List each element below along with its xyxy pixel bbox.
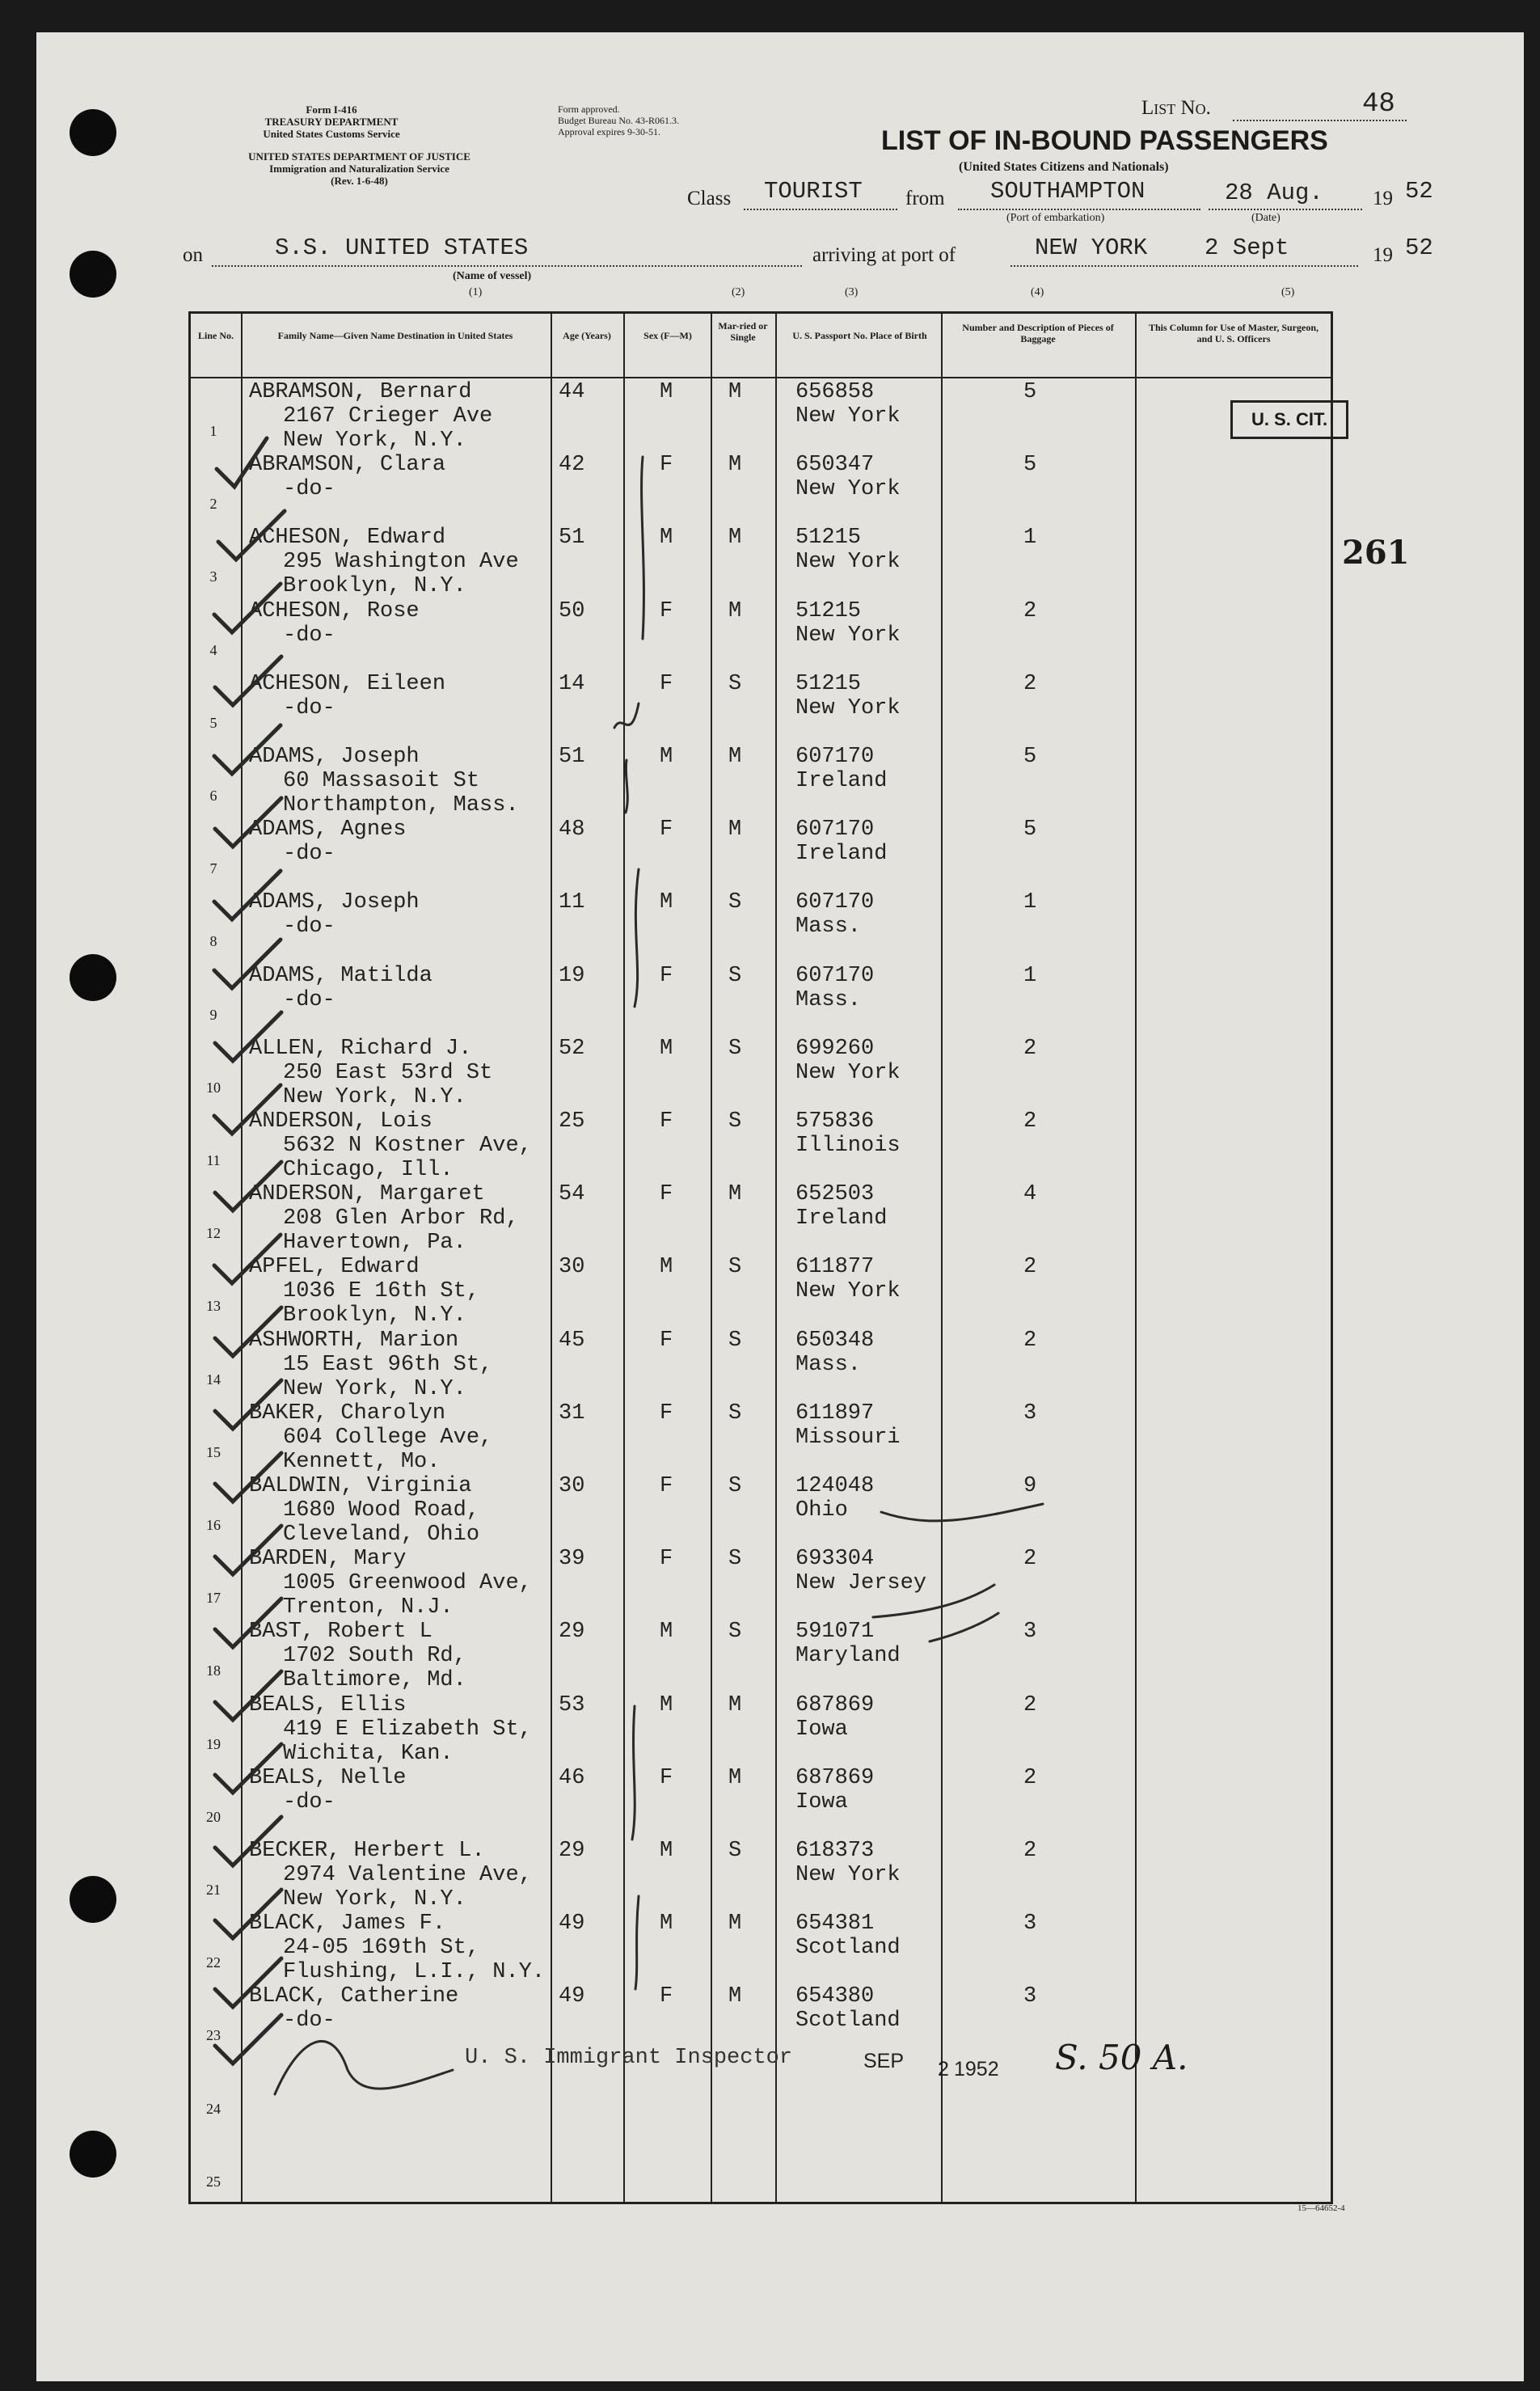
- arrival-year-prefix: 19: [1373, 244, 1393, 266]
- place-of-birth: New York: [795, 1863, 901, 1887]
- baggage-count: 2: [1023, 671, 1037, 696]
- destination-line-2: Cleveland, Ohio: [283, 1523, 480, 1547]
- passport-number: 607170: [795, 963, 875, 988]
- list-no-value: 48: [1362, 89, 1395, 120]
- marital-status: M: [728, 1182, 742, 1207]
- passenger-sex: F: [660, 1328, 673, 1353]
- passenger-age: 50: [559, 598, 585, 623]
- destination-line-1: 60 Massasoit St: [283, 769, 480, 793]
- passenger-name: ABRAMSON, Clara: [249, 453, 446, 478]
- passenger-age: 54: [559, 1182, 585, 1207]
- passenger-age: 48: [559, 817, 585, 843]
- destination-line-2: New York, N.Y.: [283, 1887, 466, 1912]
- destination-line-2: New York, N.Y.: [283, 429, 466, 453]
- arriving-label: arriving at port of: [812, 244, 956, 266]
- form-number: Form I-416: [306, 103, 357, 116]
- revision: (Rev. 1-6-48): [331, 175, 388, 187]
- marital-status: M: [728, 817, 742, 843]
- destination-line-2: Brooklyn, N.Y.: [283, 574, 466, 599]
- passenger-age: 30: [559, 1255, 585, 1280]
- passenger-sex: F: [660, 963, 673, 988]
- passenger-name: BEALS, Ellis: [249, 1692, 407, 1717]
- place-of-birth: Ireland: [795, 1206, 888, 1231]
- passenger-sex: F: [660, 1474, 673, 1498]
- baggage-count: 2: [1023, 598, 1037, 623]
- place-of-birth: New York: [795, 623, 901, 648]
- col-header-passport: U. S. Passport No. Place of Birth: [792, 330, 927, 341]
- from-label: from: [905, 188, 945, 209]
- passenger-age: 29: [559, 1839, 585, 1863]
- passenger-age: 29: [559, 1620, 585, 1645]
- checkmarks: [214, 438, 285, 2064]
- destination-line-1: 208 Glen Arbor Rd,: [283, 1206, 519, 1231]
- passenger-name: ASHWORTH, Marion: [249, 1328, 459, 1353]
- passport-number: 650348: [795, 1328, 875, 1353]
- destination-line-2: New York, N.Y.: [283, 1376, 466, 1401]
- col-number-4: (4): [1031, 286, 1044, 298]
- inspector-note: S. 50 A.: [1055, 2038, 1188, 2077]
- treasury-department: TREASURY DEPARTMENT: [264, 116, 399, 128]
- line-number: 5: [209, 714, 217, 731]
- destination-line-2: New York, N.Y.: [283, 1084, 466, 1109]
- marital-status: S: [728, 1620, 742, 1645]
- dept-justice: UNITED STATES DEPARTMENT OF JUSTICE: [248, 150, 470, 163]
- place-of-birth: Maryland: [795, 1644, 901, 1669]
- line-number: 19: [206, 1735, 221, 1752]
- passenger-sex: F: [660, 1765, 673, 1790]
- year-suffix: 52: [1405, 178, 1433, 205]
- line-number: 2: [209, 496, 217, 513]
- col-number-5: (5): [1281, 286, 1295, 298]
- passenger-name: ADAMS, Joseph: [249, 745, 420, 769]
- marital-status: M: [728, 1765, 742, 1790]
- col-header-officer: This Column for Use of Master, Surgeon, and U. S. Officers: [1148, 322, 1318, 344]
- port-value: NEW YORK: [1035, 234, 1148, 261]
- destination-line-1: -do-: [283, 987, 335, 1012]
- passenger-sex: F: [660, 817, 673, 843]
- destination-line-1: 250 East 53rd St: [283, 1060, 493, 1085]
- place-of-birth: Ireland: [795, 842, 888, 867]
- passenger-age: 51: [559, 745, 585, 769]
- marital-status: S: [728, 1839, 742, 1863]
- passenger-name: ABRAMSON, Bernard: [249, 380, 472, 404]
- baggage-count: 2: [1023, 1547, 1037, 1572]
- passenger-name: ANDERSON, Lois: [249, 1109, 432, 1134]
- passport-number: 687869: [795, 1692, 875, 1717]
- destination-line-2: Kennett, Mo.: [283, 1449, 441, 1474]
- passport-number: 652503: [795, 1182, 875, 1207]
- passport-number: 591071: [795, 1620, 875, 1645]
- line-number: 9: [209, 1006, 217, 1023]
- passenger-name: BLACK, Catherine: [249, 1984, 459, 2009]
- passenger-name: BARDEN, Mary: [249, 1547, 407, 1572]
- marital-status: M: [728, 598, 742, 623]
- passenger-name: BALDWIN, Virginia: [249, 1474, 472, 1498]
- destination-line-1: 5632 N Kostner Ave,: [283, 1134, 532, 1158]
- passenger-sex: M: [660, 890, 673, 915]
- passport-number: 618373: [795, 1839, 875, 1863]
- passenger-sex: F: [660, 1547, 673, 1572]
- date-caption: (Date): [1251, 212, 1281, 224]
- marital-status: S: [728, 963, 742, 988]
- year-prefix: 19: [1373, 188, 1393, 209]
- destination-line-1: 1680 Wood Road,: [283, 1498, 480, 1523]
- form-title: LIST OF IN-BOUND PASSENGERS: [881, 125, 1328, 156]
- col-number-1: (1): [469, 286, 483, 298]
- baggage-count: 2: [1023, 1765, 1037, 1790]
- passenger-age: 25: [559, 1109, 585, 1134]
- from-value: SOUTHAMPTON: [990, 178, 1146, 205]
- place-of-birth: Mass.: [795, 987, 862, 1012]
- marital-status: S: [728, 1109, 742, 1134]
- destination-line-2: Baltimore, Md.: [283, 1668, 466, 1693]
- passenger-sex: M: [660, 1255, 673, 1280]
- passenger-name: ANDERSON, Margaret: [249, 1182, 485, 1207]
- inspection-stamp-day: 2: [938, 2058, 949, 2081]
- passenger-name: BLACK, James F.: [249, 1912, 446, 1937]
- line-number: 10: [206, 1079, 221, 1096]
- destination-line-2: Wichita, Kan.: [283, 1741, 454, 1766]
- class-label: Class: [687, 188, 732, 209]
- place-of-birth: Ireland: [795, 769, 888, 793]
- line-number: 6: [209, 788, 217, 804]
- baggage-count: 5: [1023, 745, 1037, 769]
- form-subtitle: (United States Citizens and Nationals): [959, 160, 1169, 174]
- destination-line-1: 24-05 169th St,: [283, 1936, 480, 1961]
- col-header-baggage: Number and Description of Pieces of Baggage: [962, 322, 1114, 344]
- destination-line-1: -do-: [283, 477, 335, 502]
- passport-number: 51215: [795, 671, 862, 696]
- passenger-name: BEALS, Nelle: [249, 1765, 407, 1790]
- passenger-sex: M: [660, 1692, 673, 1717]
- passenger-sex: M: [660, 526, 673, 551]
- marital-status: M: [728, 1912, 742, 1937]
- passport-number: 611877: [795, 1255, 875, 1280]
- passport-number: 687869: [795, 1765, 875, 1790]
- passenger-name: ADAMS, Matilda: [249, 963, 432, 988]
- passport-number: 607170: [795, 890, 875, 915]
- embark-date: 28 Aug.: [1225, 180, 1323, 206]
- destination-line-1: -do-: [283, 1789, 335, 1814]
- marital-status: S: [728, 1036, 742, 1061]
- passenger-sex: M: [660, 1036, 673, 1061]
- destination-line-2: Flushing, L.I., N.Y.: [283, 1960, 546, 1985]
- passport-number: 656858: [795, 380, 875, 404]
- marital-status: M: [728, 526, 742, 551]
- passenger-sex: F: [660, 598, 673, 623]
- marital-status: S: [728, 671, 742, 696]
- passport-number: 654381: [795, 1912, 875, 1937]
- line-number: 7: [209, 860, 217, 877]
- ins-service: Immigration and Naturalization Service: [269, 163, 449, 175]
- us-citizen-stamp: U. S. CIT.: [1230, 400, 1348, 439]
- passenger-age: 49: [559, 1984, 585, 2009]
- line-number: 21: [206, 1882, 221, 1898]
- baggage-count: 4: [1023, 1182, 1037, 1207]
- baggage-count: 9: [1023, 1474, 1037, 1498]
- marital-status: M: [728, 745, 742, 769]
- passenger-sex: F: [660, 453, 673, 478]
- line-number: 12: [206, 1225, 221, 1242]
- destination-line-1: 2167 Crieger Ave: [283, 404, 493, 429]
- passenger-sex: F: [660, 1400, 673, 1426]
- passenger-age: 19: [559, 963, 585, 988]
- embark-caption: (Port of embarkation): [1006, 212, 1105, 224]
- margin-annotations: [275, 457, 1043, 2094]
- baggage-count: 3: [1023, 1400, 1037, 1426]
- place-of-birth: Illinois: [795, 1134, 901, 1158]
- passenger-age: 31: [559, 1400, 585, 1426]
- col-number-3: (3): [845, 286, 859, 298]
- place-of-birth: New York: [795, 1279, 901, 1304]
- col-header-name: Family Name—Given Name Destination in United States: [277, 330, 513, 341]
- destination-line-1: -do-: [283, 623, 335, 648]
- passport-number: 699260: [795, 1036, 875, 1061]
- passport-number: 650347: [795, 453, 875, 478]
- baggage-count: 3: [1023, 1620, 1037, 1645]
- col-header-line: Line No.: [197, 330, 234, 341]
- passenger-sex: M: [660, 380, 673, 404]
- marital-status: M: [728, 1984, 742, 2009]
- passenger-sex: F: [660, 1182, 673, 1207]
- approval-line: Budget Bureau No. 43-R061.3.: [558, 115, 679, 126]
- passenger-age: 39: [559, 1547, 585, 1572]
- baggage-count: 2: [1023, 1109, 1037, 1134]
- passenger-age: 30: [559, 1474, 585, 1498]
- baggage-count: 1: [1023, 890, 1037, 915]
- baggage-count: 5: [1023, 817, 1037, 843]
- passport-number: 607170: [795, 817, 875, 843]
- baggage-count: 1: [1023, 526, 1037, 551]
- destination-line-2: Trenton, N.J.: [283, 1595, 454, 1620]
- passenger-age: 51: [559, 526, 585, 551]
- passenger-age: 53: [559, 1692, 585, 1717]
- line-number: 16: [206, 1517, 221, 1533]
- inspection-stamp-year: 1952: [954, 2058, 999, 2081]
- baggage-count: 2: [1023, 1692, 1037, 1717]
- passenger-age: 11: [559, 890, 585, 915]
- passport-number: 611897: [795, 1400, 875, 1426]
- col-number-2: (2): [732, 286, 745, 298]
- destination-line-1: 419 E Elizabeth St,: [283, 1717, 532, 1742]
- passenger-age: 42: [559, 453, 585, 478]
- col-header-sex: Sex (F—M): [643, 330, 692, 341]
- passenger-age: 52: [559, 1036, 585, 1061]
- line-number: 22: [206, 1954, 221, 1971]
- line-number: 23: [206, 2027, 221, 2044]
- passenger-sex: F: [660, 1109, 673, 1134]
- marital-status: S: [728, 1474, 742, 1498]
- line-number: 18: [206, 1662, 221, 1679]
- place-of-birth: New York: [795, 550, 901, 575]
- baggage-count: 3: [1023, 1912, 1037, 1937]
- place-of-birth: New York: [795, 1060, 901, 1085]
- on-label: on: [183, 244, 203, 266]
- passenger-sex: M: [660, 745, 673, 769]
- footer-code: 15—64652-4: [1297, 2203, 1345, 2213]
- destination-line-2: Chicago, Ill.: [283, 1158, 454, 1182]
- place-of-birth: Mass.: [795, 1352, 862, 1377]
- passenger-age: 45: [559, 1328, 585, 1353]
- passenger-name: BAST, Robert L: [249, 1620, 432, 1645]
- place-of-birth: Scotland: [795, 2009, 901, 2034]
- col-header-age: Age (Years): [563, 330, 611, 341]
- marital-status: S: [728, 890, 742, 915]
- destination-line-2: Brooklyn, N.Y.: [283, 1303, 466, 1329]
- destination-line-1: 604 College Ave,: [283, 1425, 493, 1450]
- passenger-age: 14: [559, 671, 585, 696]
- passport-number: 607170: [795, 745, 875, 769]
- list-no-label: List No.: [1141, 97, 1211, 119]
- place-of-birth: Ohio: [795, 1498, 848, 1523]
- approval-line: Approval expires 9-30-51.: [558, 126, 660, 137]
- destination-line-1: 1005 Greenwood Ave,: [283, 1571, 532, 1596]
- destination-line-2: Northampton, Mass.: [283, 793, 519, 817]
- place-of-birth: Iowa: [795, 1789, 848, 1814]
- line-number: 15: [206, 1443, 221, 1460]
- line-number: 11: [206, 1152, 221, 1168]
- place-of-birth: New Jersey: [795, 1571, 927, 1596]
- baggage-count: 2: [1023, 1255, 1037, 1280]
- destination-line-1: 295 Washington Ave: [283, 550, 519, 575]
- passenger-name: ACHESON, Edward: [249, 526, 446, 551]
- passenger-age: 44: [559, 380, 585, 404]
- place-of-birth: New York: [795, 477, 901, 502]
- destination-line-1: -do-: [283, 915, 335, 940]
- passenger-name: ALLEN, Richard J.: [249, 1036, 472, 1061]
- baggage-count: 3: [1023, 1984, 1037, 2009]
- vessel-value: S.S. UNITED STATES: [275, 234, 529, 261]
- passenger-sex: M: [660, 1620, 673, 1645]
- line-number: 1: [209, 423, 217, 439]
- destination-line-1: 1702 South Rd,: [283, 1644, 466, 1669]
- destination-line-1: 1036 E 16th St,: [283, 1279, 480, 1304]
- place-of-birth: Mass.: [795, 915, 862, 940]
- inspection-stamp-month: SEP: [863, 2050, 905, 2072]
- class-value: TOURIST: [764, 178, 863, 205]
- destination-line-1: -do-: [283, 695, 335, 720]
- arrival-year-suffix: 52: [1405, 234, 1433, 261]
- passenger-name: BECKER, Herbert L.: [249, 1839, 485, 1863]
- passenger-sex: F: [660, 1984, 673, 2009]
- destination-line-2: Havertown, Pa.: [283, 1231, 466, 1256]
- passport-number: 51215: [795, 598, 862, 623]
- destination-line-1: -do-: [283, 842, 335, 867]
- passenger-sex: M: [660, 1839, 673, 1863]
- line-number: 3: [209, 568, 217, 585]
- marital-status: S: [728, 1328, 742, 1353]
- approval-line: Form approved.: [558, 103, 620, 115]
- place-of-birth: Iowa: [795, 1717, 848, 1742]
- line-number: 8: [209, 933, 217, 950]
- line-number: 20: [206, 1808, 221, 1825]
- col-header-married: Mar-ried or Single: [718, 320, 768, 343]
- marital-status: M: [728, 1692, 742, 1717]
- customs-service: United States Customs Service: [263, 128, 400, 140]
- place-of-birth: New York: [795, 695, 901, 720]
- passenger-sex: F: [660, 671, 673, 696]
- arrival-date: 2 Sept: [1205, 234, 1289, 261]
- marital-status: M: [728, 380, 742, 404]
- passport-number: 51215: [795, 526, 862, 551]
- line-number: 17: [206, 1590, 221, 1607]
- baggage-count: 5: [1023, 453, 1037, 478]
- marital-status: S: [728, 1255, 742, 1280]
- place-of-birth: Missouri: [795, 1425, 901, 1450]
- passenger-name: ACHESON, Eileen: [249, 671, 446, 696]
- passenger-sex: M: [660, 1912, 673, 1937]
- destination-line-1: -do-: [283, 2009, 335, 2034]
- inspector-label: U. S. Immigrant Inspector: [465, 2046, 793, 2070]
- line-number: 13: [206, 1298, 221, 1315]
- line-number: 24: [206, 2100, 221, 2117]
- passenger-name: APFEL, Edward: [249, 1255, 420, 1280]
- passenger-name: BAKER, Charolyn: [249, 1400, 446, 1426]
- line-number: 25: [206, 2173, 221, 2190]
- marital-status: S: [728, 1547, 742, 1572]
- destination-line-1: 15 East 96th St,: [283, 1352, 493, 1377]
- marital-status: M: [728, 453, 742, 478]
- place-of-birth: Scotland: [795, 1936, 901, 1961]
- passport-number: 693304: [795, 1547, 875, 1572]
- vessel-caption: (Name of vessel): [453, 270, 532, 282]
- passenger-name: ADAMS, Joseph: [249, 890, 420, 915]
- baggage-count: 5: [1023, 380, 1037, 404]
- destination-line-1: 2974 Valentine Ave,: [283, 1863, 532, 1887]
- line-number: 14: [206, 1371, 221, 1388]
- baggage-count: 2: [1023, 1839, 1037, 1863]
- officer-number: 261: [1342, 534, 1410, 572]
- passenger-name: ADAMS, Agnes: [249, 817, 407, 843]
- passport-number: 124048: [795, 1474, 875, 1498]
- marital-status: S: [728, 1400, 742, 1426]
- passport-number: 654380: [795, 1984, 875, 2009]
- passenger-name: ACHESON, Rose: [249, 598, 420, 623]
- place-of-birth: New York: [795, 404, 901, 429]
- line-number: 4: [209, 641, 217, 658]
- baggage-count: 2: [1023, 1328, 1037, 1353]
- baggage-count: 1: [1023, 963, 1037, 988]
- passenger-age: 46: [559, 1765, 585, 1790]
- passport-number: 575836: [795, 1109, 875, 1134]
- baggage-count: 2: [1023, 1036, 1037, 1061]
- passenger-age: 49: [559, 1912, 585, 1937]
